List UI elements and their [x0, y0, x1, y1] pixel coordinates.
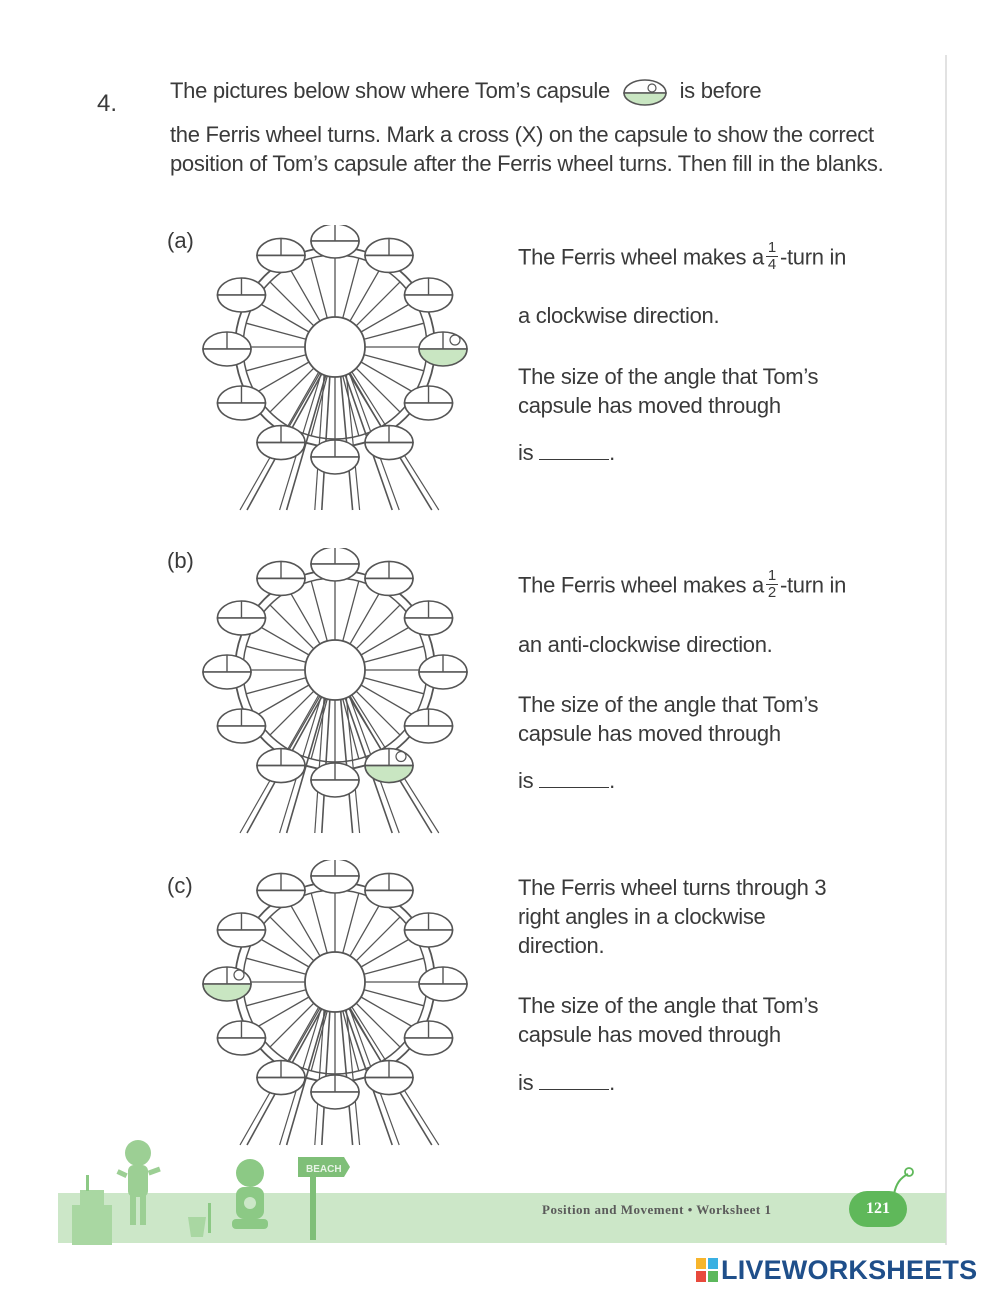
badge-sprout-icon — [888, 1166, 916, 1196]
part-b-text-after: -turn in — [779, 572, 847, 598]
tom-capsule[interactable] — [365, 749, 413, 783]
girl-icon — [116, 1140, 160, 1225]
tom-capsule[interactable] — [419, 332, 467, 366]
boy-icon — [232, 1159, 268, 1229]
part-a-text-after: -turn in — [779, 244, 847, 270]
ferris-wheel-c — [195, 860, 475, 1150]
part-c-answer-line — [518, 1068, 918, 1097]
capsule[interactable] — [405, 601, 453, 635]
capsule[interactable] — [217, 601, 265, 635]
beach-sign-text: BEACH — [306, 1164, 342, 1175]
capsule[interactable] — [203, 332, 251, 366]
footer-worksheet-title: Position and Movement • Worksheet 1 — [542, 1202, 772, 1217]
capsule[interactable] — [405, 709, 453, 743]
liveworksheets-wordmark: LIVEWORKSHEETS — [721, 1254, 978, 1285]
capsule[interactable] — [419, 655, 467, 689]
part-b-frac-num: 1 — [767, 567, 776, 584]
part-c-answer-prefix: is — [518, 1070, 534, 1095]
footer-illustration — [60, 1135, 360, 1245]
capsule[interactable] — [311, 860, 359, 893]
page-edge — [945, 55, 947, 1245]
capsule[interactable] — [405, 913, 453, 947]
wheel-hub — [305, 952, 365, 1012]
tom-capsule-icon — [620, 77, 670, 107]
part-a-answer-line — [518, 438, 918, 467]
capsule[interactable] — [257, 1061, 305, 1095]
part-a-frac-den: 4 — [767, 256, 776, 273]
part-b-label: (b) — [167, 548, 194, 573]
capsule[interactable] — [365, 561, 413, 595]
capsule[interactable] — [217, 1021, 265, 1055]
part-b-fraction — [766, 568, 778, 601]
capsule[interactable] — [365, 238, 413, 272]
question-intro-line1 — [170, 77, 761, 107]
part-a-frac-num: 1 — [767, 239, 776, 256]
capsule[interactable] — [257, 749, 305, 783]
part-a-label: (a) — [167, 228, 194, 253]
part-a-answer-suffix: . — [609, 440, 615, 465]
capsule[interactable] — [365, 426, 413, 460]
capsule[interactable] — [203, 655, 251, 689]
part-a-fraction — [766, 240, 778, 273]
part-a-text-before: The Ferris wheel makes a — [518, 244, 764, 270]
part-b-answer-prefix: is — [518, 768, 534, 793]
capsule[interactable] — [257, 873, 305, 907]
capsule[interactable] — [257, 426, 305, 460]
part-b-direction: an anti-clockwise direction. — [518, 632, 773, 657]
beach-sign-icon — [298, 1157, 350, 1240]
capsule[interactable] — [405, 278, 453, 312]
liveworksheets-brand[interactable] — [696, 1255, 977, 1285]
capsule[interactable] — [311, 225, 359, 258]
part-c-answer-blank[interactable] — [539, 1069, 609, 1090]
part-a-angle-question: The size of the angle that Tom’s capsule has moved through — [518, 364, 819, 418]
part-a-turn-text — [518, 239, 918, 275]
part-a-direction: a clockwise direction. — [518, 303, 720, 328]
capsule[interactable] — [217, 386, 265, 420]
part-b-answer-line — [518, 766, 918, 795]
intro-text-before: The pictures below show where Tom’s capsule — [170, 77, 610, 103]
capsule[interactable] — [365, 1061, 413, 1095]
bucket-icon — [188, 1203, 211, 1237]
capsule[interactable] — [257, 561, 305, 595]
part-a-answer-prefix: is — [518, 440, 534, 465]
part-c-description: The Ferris wheel turns through 3 right angles in a clockwise direction. — [518, 875, 827, 958]
capsule[interactable] — [311, 1075, 359, 1109]
part-b-turn-text — [518, 567, 918, 603]
capsule[interactable] — [419, 967, 467, 1001]
capsule[interactable] — [217, 709, 265, 743]
capsule[interactable] — [405, 386, 453, 420]
capsule[interactable] — [217, 913, 265, 947]
ferris-wheel-b — [195, 548, 475, 838]
part-c-label: (c) — [167, 873, 193, 898]
wheel-hub — [305, 640, 365, 700]
capsule[interactable] — [365, 873, 413, 907]
ferris-wheel-a — [195, 225, 475, 515]
wheel-hub — [305, 317, 365, 377]
capsule[interactable] — [217, 278, 265, 312]
intro-text-after: is before — [679, 77, 762, 103]
part-a-answer-blank[interactable] — [539, 439, 609, 460]
question-instructions: the Ferris wheel turns. Mark a cross (X) on the capsule to show the correct position of Tom’s capsule after the Ferris wheel turns. Then fill in the blanks. — [170, 122, 884, 176]
part-b-frac-den: 2 — [767, 584, 776, 601]
capsule[interactable] — [405, 1021, 453, 1055]
part-b-angle-question: The size of the angle that Tom’s capsule has moved through — [518, 692, 819, 746]
tom-capsule[interactable] — [203, 967, 251, 1001]
part-c-answer-suffix: . — [609, 1070, 615, 1095]
liveworksheets-logo-icon — [696, 1258, 718, 1282]
capsule[interactable] — [257, 238, 305, 272]
part-c-angle-question: The size of the angle that Tom’s capsule has moved through — [518, 993, 819, 1047]
sandcastle-icon — [72, 1175, 112, 1245]
capsule[interactable] — [311, 440, 359, 474]
page-number-badge: 121 — [849, 1191, 907, 1227]
capsule[interactable] — [311, 548, 359, 581]
capsule[interactable] — [311, 763, 359, 797]
part-b-text-before: The Ferris wheel makes a — [518, 572, 764, 598]
part-b-answer-blank[interactable] — [539, 767, 609, 788]
question-number: 4. — [97, 90, 118, 117]
part-b-answer-suffix: . — [609, 768, 615, 793]
